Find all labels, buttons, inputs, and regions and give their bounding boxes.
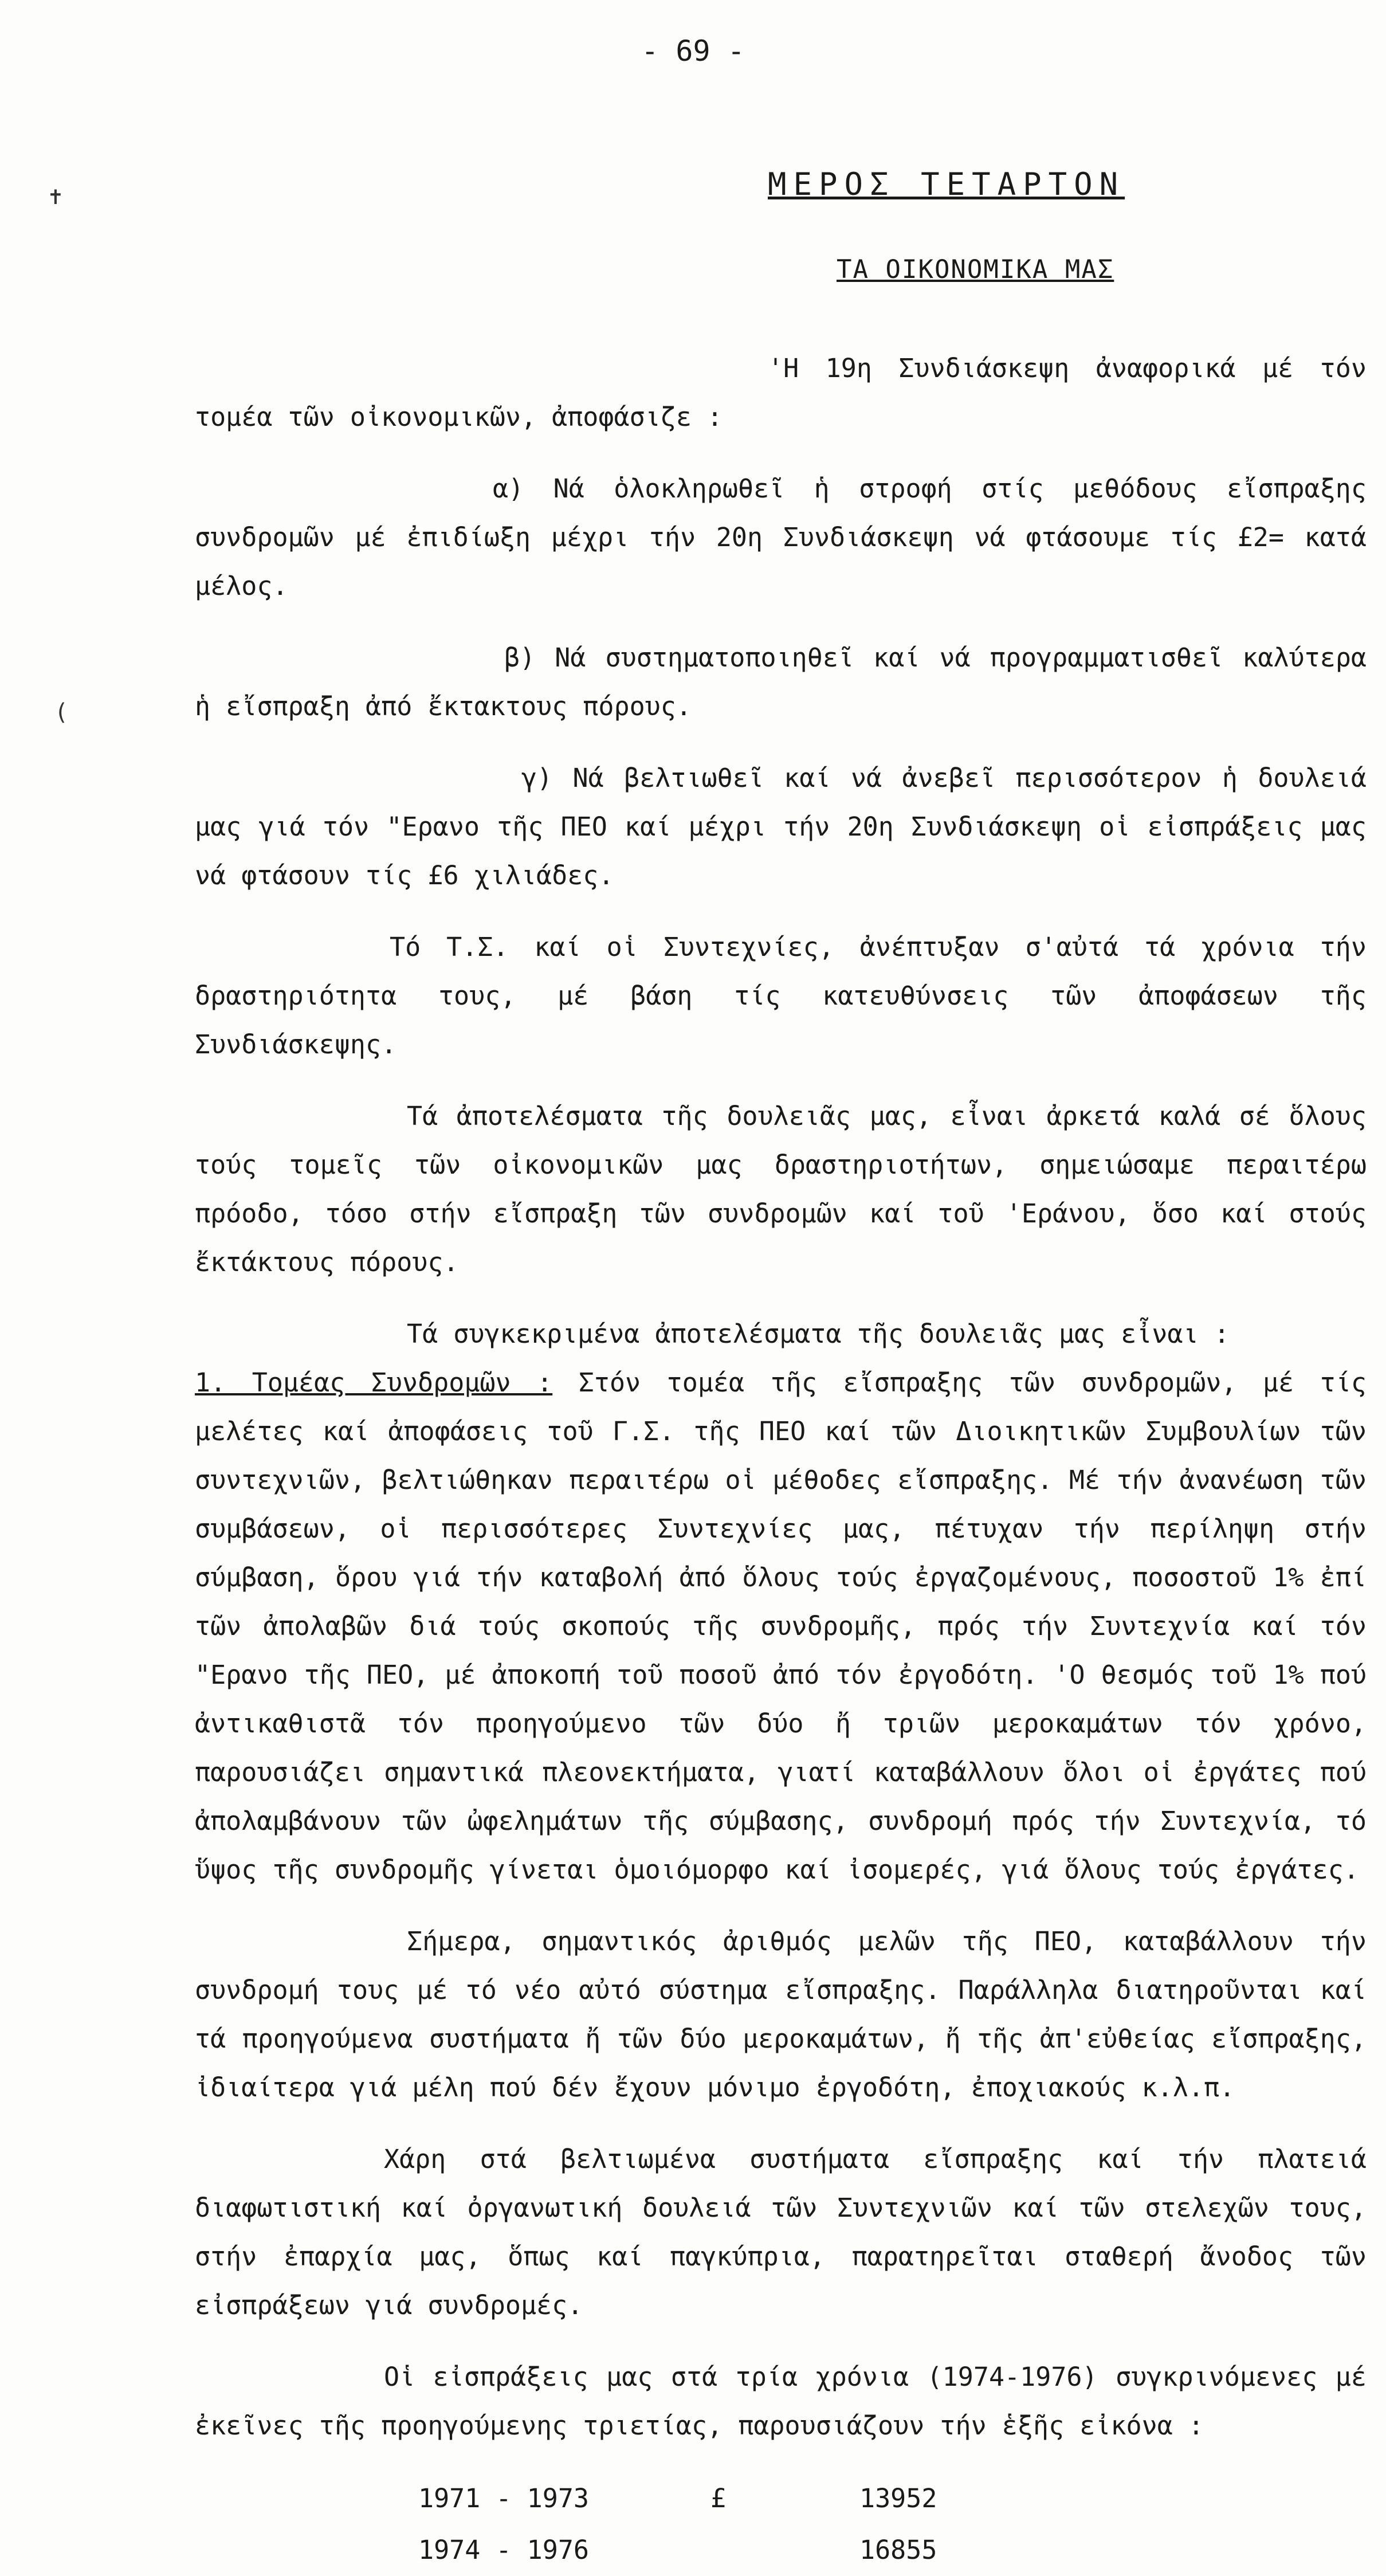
section-label: 1. Τομέας Συνδρομῶν : — [195, 1367, 553, 1398]
paragraph-decision-a: α) Νά ὁλοκληρωθεῖ ἡ στροφή στίς μεθόδους εἴσπραξης συνδρομῶν μέ ἐπιδίωξη μέχρι τήν 20η Συνδιάσκεψη νά φτάσουμε τίς £2= κατά μέλος. — [195, 473, 1367, 601]
paragraph-results: Τά ἀποτελέσματα τῆς δουλειᾶς μας, εἶναι ἀρκετά καλά σέ ὅλους τούς τομεῖς τῶν οἰκονομικῶν μας δραστηριοτήτων, σημειώσαμε περαιτέρω πρόοδο, τόσο στήν εἴσπραξη τῶν συνδρομῶν καί τοῦ 'Εράνου, ὅσο καί στούς ἔκτάκτους πόρους. — [195, 1101, 1367, 1277]
section-subscriptions — [195, 1358, 1367, 1894]
currency-cell: £ — [710, 2483, 727, 2514]
period-cell: 1974 - 1976 — [418, 2535, 590, 2565]
margin-mark: ( — [54, 699, 69, 726]
paragraph-specific-results: Τά συγκεκριμένα ἀποτελέσματα τῆς δουλειᾶς μας εἶναι : — [407, 1319, 1230, 1349]
paragraph-intro: 'Η 19η Συνδιάσκεψη ἀναφορικά μέ τόν τομέα τῶν οἰκονομικῶν, ἀποφάσιζε : — [195, 353, 1367, 432]
paragraph-today: Σήμερα, σημαντικός ἀριθμός μελῶν τῆς ΠΕΟ, καταβάλλουν τήν συνδρομή τους μέ τό νέο αὐτό σύστημα εἴσπραξης. Παράλληλα διατηροῦνται καί τά προηγούμενα συστήματα ἤ τῶν δύο μεροκαμάτων, ἤ τῆς ἀπ'εὐθείας εἴσπραξης, ἰδιαίτερα γιά μέλη πού δέν ἔχουν μόνιμο ἐργοδότη, ἐποχιακούς κ.λ.π. — [195, 1926, 1367, 2103]
amount-cell: 13952 — [859, 2483, 937, 2514]
receipts-table — [418, 2473, 1367, 2576]
amount-cell: 16855 — [859, 2535, 937, 2565]
paragraph-receipts: Οἱ εἰσπράξεις μας στά τρία χρόνια (1974-1976) συγκρινόμενες μέ ἐκεῖνες τῆς προηγούμενης τριετίας, παρουσιάζουν τήν ἑξῆς εἰκόνα : — [195, 2362, 1367, 2441]
paragraph-decision-c: γ) Νά βελτιωθεῖ καί νά ἀνεβεῖ περισσότερον ἡ δουλειά μας γιά τόν "Ερανο τῆς ΠΕΟ καί μέχρι τήν 20η Συνδιάσκεψη οἱ εἰσπράξεις μας νά φτάσουν τίς £6 χιλιάδες. — [195, 763, 1367, 891]
paragraph-decision-b: β) Νά συστηματοποιηθεῖ καί νά προγραμματισθεῖ καλύτερα ἡ εἴσπραξη ἀπό ἔκτακτους πόρους. — [195, 642, 1367, 722]
table-row — [418, 2524, 1367, 2576]
section-text: Στόν τομέα τῆς εἴσπραξης τῶν συνδρομῶν, μέ τίς μελέτες καί ἀποφάσεις τοῦ Γ.Σ. τῆς ΠΕΟ καί τῶν Διοικητικῶν Συμβουλίων τῶν συντεχνιῶν, βελτιώθηκαν περαιτέρω οἱ μέθοδες εἴσπραξης. Μέ τήν ἀνανέωση τῶν συμβάσεων, οἱ περισσότερες Συντεχνίες μας, πέτυχαν τήν περίληψη στήν σύμβαση, ὅρου γιά τήν καταβολή ἀπό ὅλους τούς ἐργαζομένους, ποσοστοῦ 1% ἐπί τῶν ἀπολαβῶν διά τούς σκοπούς τῆς συνδρομῆς, πρός τήν Συντεχνία καί τόν "Ερανο τῆς ΠΕΟ, μέ ἀποκοπή τοῦ ποσοῦ ἀπό τόν ἐργοδότη. 'Ο θεσμός τοῦ 1% πού ἀντικαθιστᾶ τόν προηγούμενο τῶν δύο ἤ τριῶν μεροκαμάτων τόν χρόνο, παρουσιάζει σημαντικά πλεονεκτήματα, γιατί καταβάλλουν ὅλοι οἱ ἐργάτες πού ἀπολαμβάνουν τῶν ὠφελημάτων τῆς σύμβασης, συνδρομή πρός τήν Συντεχνία, τό ὕψος τῆς συνδρομῆς γίνεται ὁμοιόμορφο καί ἰσομερές, γιά ὅλους τούς ἐργάτες. — [195, 1367, 1367, 1885]
table-row — [418, 2473, 1367, 2524]
page-number: - 69 - — [641, 34, 745, 68]
margin-mark: ✝ — [49, 183, 63, 210]
currency-cell — [710, 2524, 859, 2576]
paragraph-improved-systems: Χάρη στά βελτιωμένα συστήματα εἴσπραξης καί τήν πλατειά διαφωτιστική καί ὀργανωτική δουλειά τῶν Συντεχνιῶν καί τῶν στελεχῶν τους, στήν ἐπαρχία μας, ὅπως καί παγκύπρια, παρατηρεῖται σταθερή ἄνοδος τῶν εἰσπράξεων γιά συνδρομές. — [195, 2144, 1367, 2320]
paragraph-activity: Τό Τ.Σ. καί οἱ Συντεχνίες, ἀνέπτυξαν σ'αὐτά τά χρόνια τήν δραστηριότητα τους, μέ βάση τίς κατευθύνσεις τῶν ἀποφάσεων τῆς Συνδιάσκεψης. — [195, 932, 1367, 1060]
period-cell: 1971 - 1973 — [418, 2483, 590, 2514]
document-body — [195, 344, 1367, 2576]
section-subheading: ΤΑ ΟΙΚΟΝΟΜΙΚΑ ΜΑΣ — [837, 255, 1114, 284]
part-heading: ΜΕΡΟΣ ΤΕΤΑΡΤΟΝ — [768, 166, 1125, 202]
